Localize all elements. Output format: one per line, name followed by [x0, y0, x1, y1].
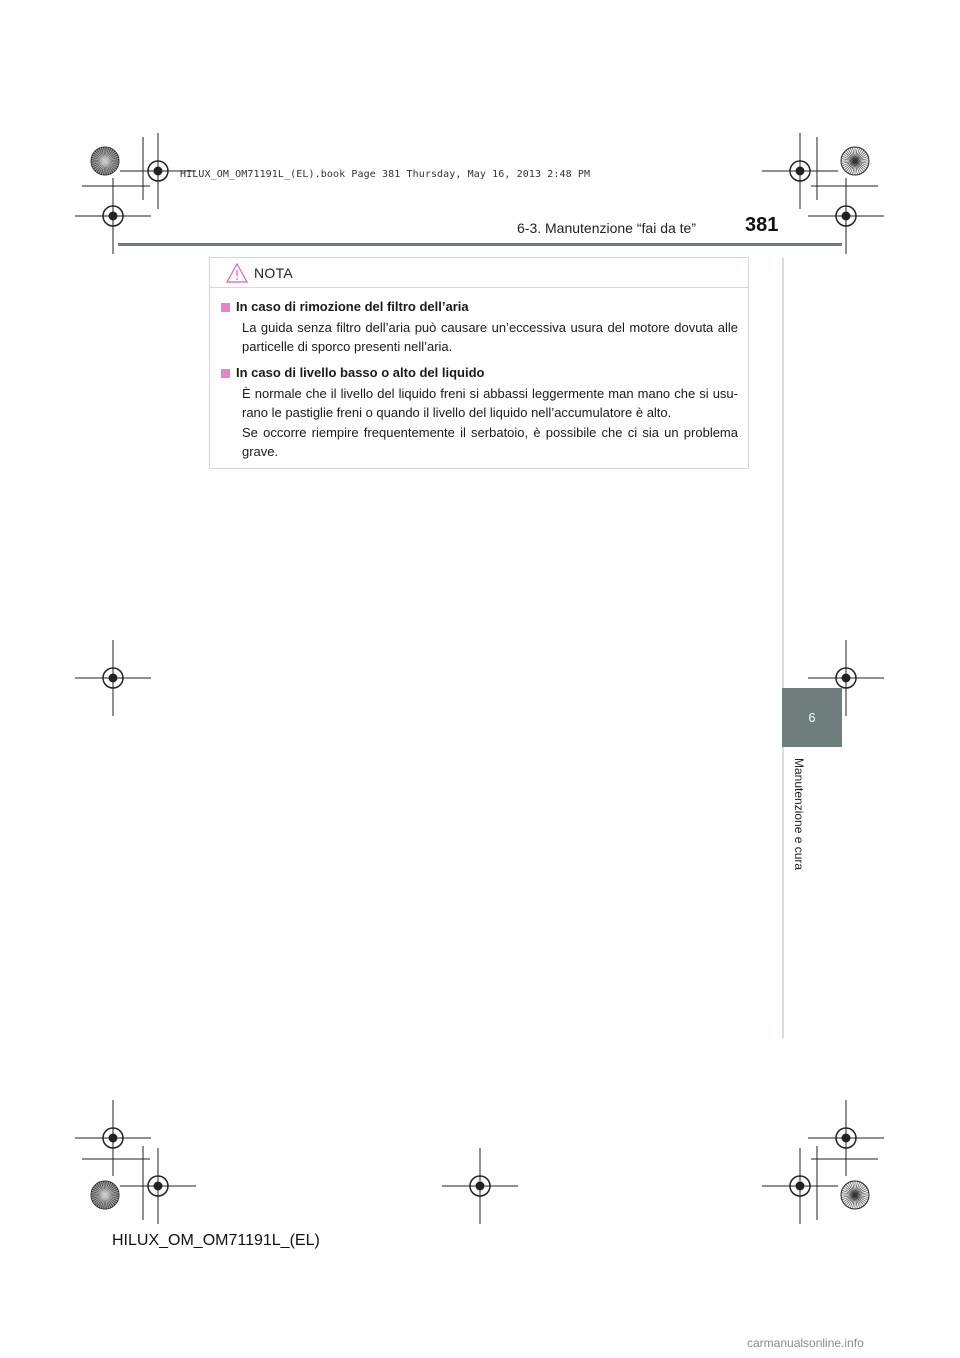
note-header	[210, 258, 748, 288]
print-info: HILUX_OM_OM71191L_(EL).book Page 381 Thursday, May 16, 2013 2:48 PM	[180, 169, 591, 180]
chapter-tab[interactable]	[782, 688, 842, 747]
note-label: NOTA	[254, 264, 294, 281]
chapter-rule	[782, 258, 784, 1038]
registration-target-icon	[808, 1100, 884, 1176]
note-paragraph: È normale che il livello del liquido freni si abbassi leggermente man mano che si usu-rano le pastiglie freni o quando il livello del liquido nell’accumulatore è alto.	[242, 386, 738, 420]
chapter-number: 6	[808, 710, 816, 725]
header-rule	[118, 243, 842, 246]
registration-target-icon	[75, 1100, 151, 1176]
color-star-target-icon	[841, 1181, 869, 1209]
registration-target-icon	[442, 1148, 518, 1224]
registration-target-icon	[75, 640, 151, 716]
note-body	[210, 288, 748, 461]
square-bullet-icon	[221, 369, 230, 378]
warning-triangle-icon	[226, 263, 248, 283]
square-bullet-icon	[221, 303, 230, 312]
registration-target-icon	[762, 133, 838, 209]
watermark[interactable]: carmanualsonline.info	[747, 1336, 864, 1350]
color-star-target-icon	[91, 147, 119, 175]
color-star-target-icon	[91, 1181, 119, 1209]
document-code: HILUX_OM_OM71191L_(EL)	[112, 1232, 320, 1249]
note-item-title: In caso di livello basso o alto del liquido	[236, 365, 485, 380]
note-item	[221, 363, 738, 461]
note-box	[209, 257, 749, 469]
note-item	[221, 297, 738, 356]
note-paragraph: Se occorre riempire frequentemente il serbatoio, è possibile che ci sia un problema grave.	[242, 425, 738, 459]
section-title: 6-3. Manutenzione “fai da te”	[517, 220, 696, 236]
color-star-target-icon	[841, 147, 869, 175]
note-paragraph: La guida senza filtro dell’aria può causare un’eccessiva usura del motore dovuta alle particelle di sporco presenti nell’aria.	[242, 320, 738, 354]
chapter-label: Manutenzione e cura	[792, 758, 806, 871]
page-number: 381	[745, 214, 779, 236]
note-item-title: In caso di rimozione del filtro dell’aria	[236, 299, 469, 314]
